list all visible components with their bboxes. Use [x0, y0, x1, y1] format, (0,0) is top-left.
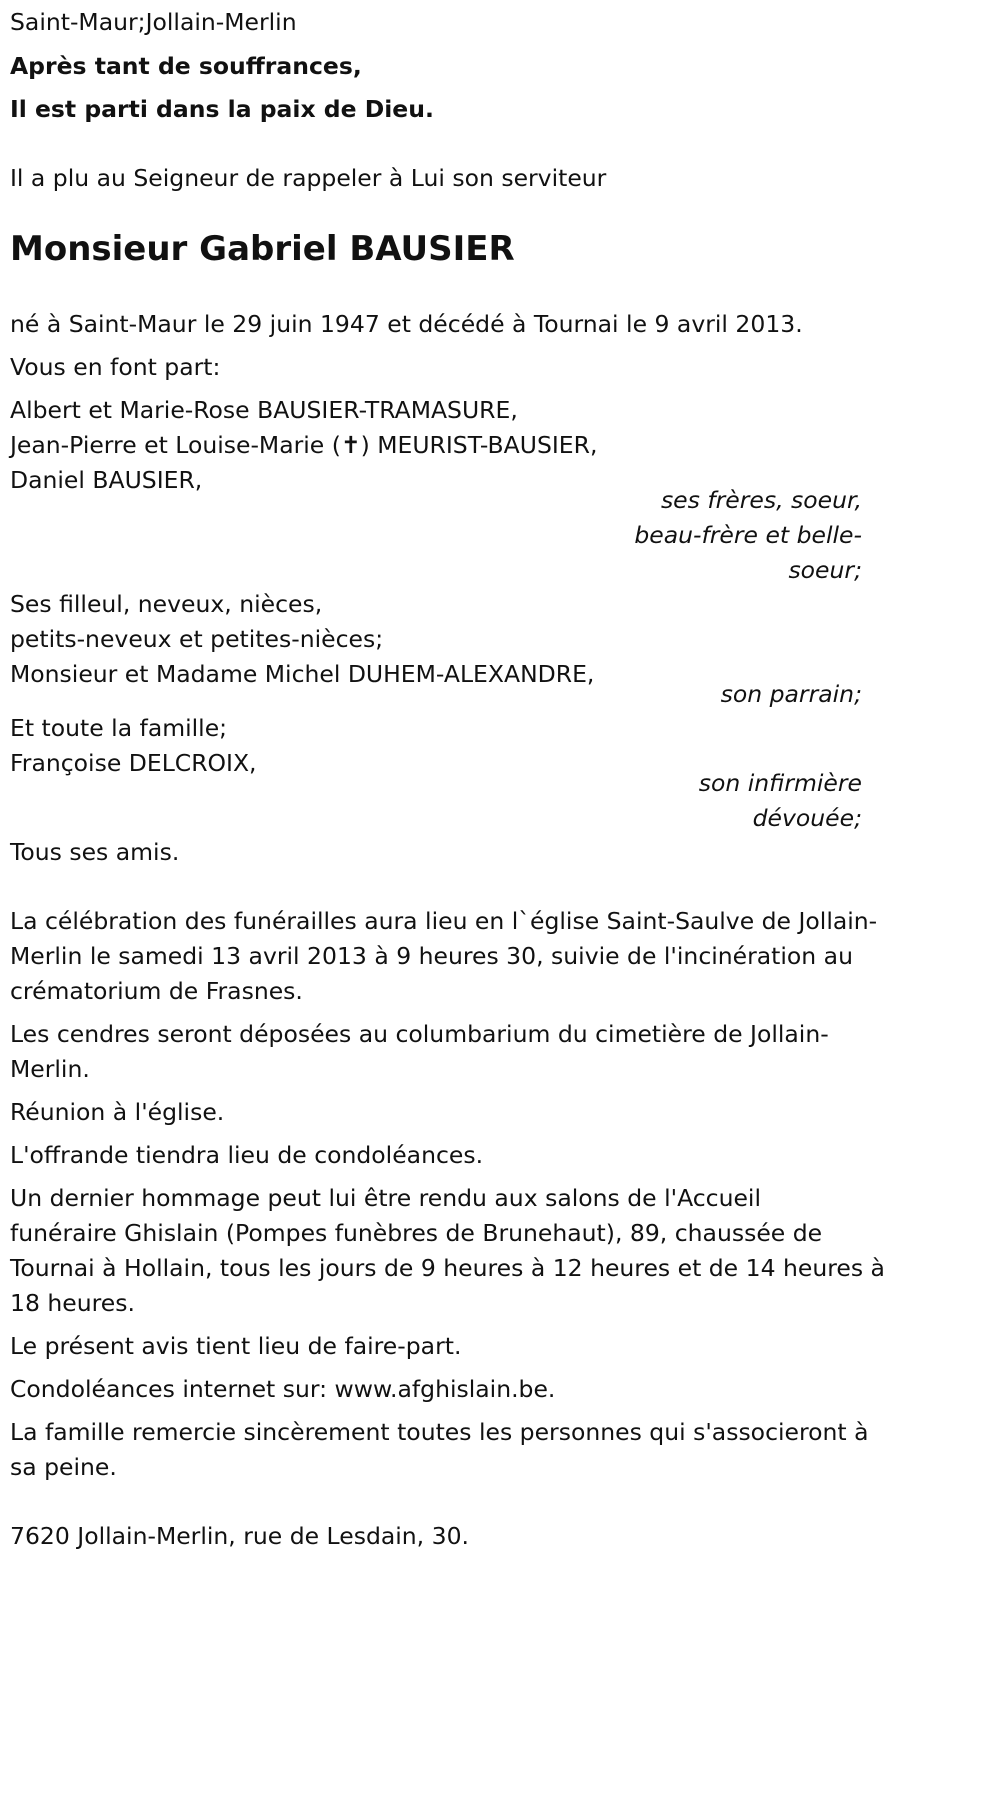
tribute-text: 18 heures.	[10, 1289, 135, 1317]
offering-text: L'offrande tiendra lieu de condoléances.	[10, 1141, 484, 1169]
deceased-name: Monsieur Gabriel BAUSIER	[10, 229, 515, 269]
thanks-text: La famille remercie sincèrement toutes les personnes qui s'associeront à	[10, 1418, 869, 1446]
place-header: Saint-Maur;Jollain-Merlin	[10, 8, 297, 36]
tribute-text: Un dernier hommage peut lui être rendu aux salons de l'Accueil	[10, 1184, 761, 1212]
ceremony-text: La célébration des funérailles aura lieu en l`église Saint-Saulve de Jollain-	[10, 907, 878, 935]
family-line: Monsieur et Madame Michel DUHEM-ALEXANDRE,	[10, 660, 595, 688]
notice-text: Le présent avis tient lieu de faire-part.	[10, 1332, 462, 1360]
family-line: Daniel BAUSIER,	[10, 466, 203, 494]
tribute-text: funéraire Ghislain (Pompes funèbres de Brunehaut), 89, chaussée de	[10, 1219, 823, 1247]
family-line: Françoise DELCROIX,	[10, 749, 257, 777]
family-role: soeur;	[788, 556, 862, 584]
family-role: ses frères, soeur,	[660, 486, 862, 514]
announce-text: Vous en font part:	[10, 353, 221, 381]
tribute-text: Tournai à Hollain, tous les jours de 9 heures à 12 heures et de 14 heures à	[10, 1254, 885, 1282]
family-line: Ses filleul, neveux, nièces,	[10, 590, 323, 618]
family-line: Jean-Pierre et Louise-Marie (✝) MEURIST-BAUSIER,	[10, 431, 598, 459]
ceremony-text: crématorium de Frasnes.	[10, 977, 303, 1005]
ashes-text: Les cendres seront déposées au columbarium du cimetière de Jollain-	[10, 1020, 829, 1048]
verse-line-2: Il est parti dans la paix de Dieu.	[10, 95, 434, 123]
family-role: dévouée;	[752, 804, 862, 832]
meeting-text: Réunion à l'église.	[10, 1098, 225, 1126]
family-role: beau-frère et belle-	[634, 521, 862, 549]
family-role: son infirmière	[698, 769, 862, 797]
thanks-text: sa peine.	[10, 1453, 117, 1481]
address-text: 7620 Jollain-Merlin, rue de Lesdain, 30.	[10, 1522, 469, 1550]
family-line: petits-neveux et petites-nièces;	[10, 625, 384, 653]
friends-line: Tous ses amis.	[10, 838, 180, 866]
intro-text: Il a plu au Seigneur de rappeler à Lui son serviteur	[10, 164, 607, 192]
verse-line-1: Après tant de souffrances,	[10, 52, 362, 80]
condolences-text: Condoléances internet sur: www.afghislain.be.	[10, 1375, 556, 1403]
family-line: Albert et Marie-Rose BAUSIER-TRAMASURE,	[10, 396, 518, 424]
ashes-text: Merlin.	[10, 1055, 90, 1083]
family-role: son parrain;	[720, 680, 862, 708]
family-line: Et toute la famille;	[10, 714, 228, 742]
birth-death-dates: né à Saint-Maur le 29 juin 1947 et décédé à Tournai le 9 avril 2013.	[10, 310, 803, 338]
ceremony-text: Merlin le samedi 13 avril 2013 à 9 heures 30, suivie de l'incinération au	[10, 942, 853, 970]
